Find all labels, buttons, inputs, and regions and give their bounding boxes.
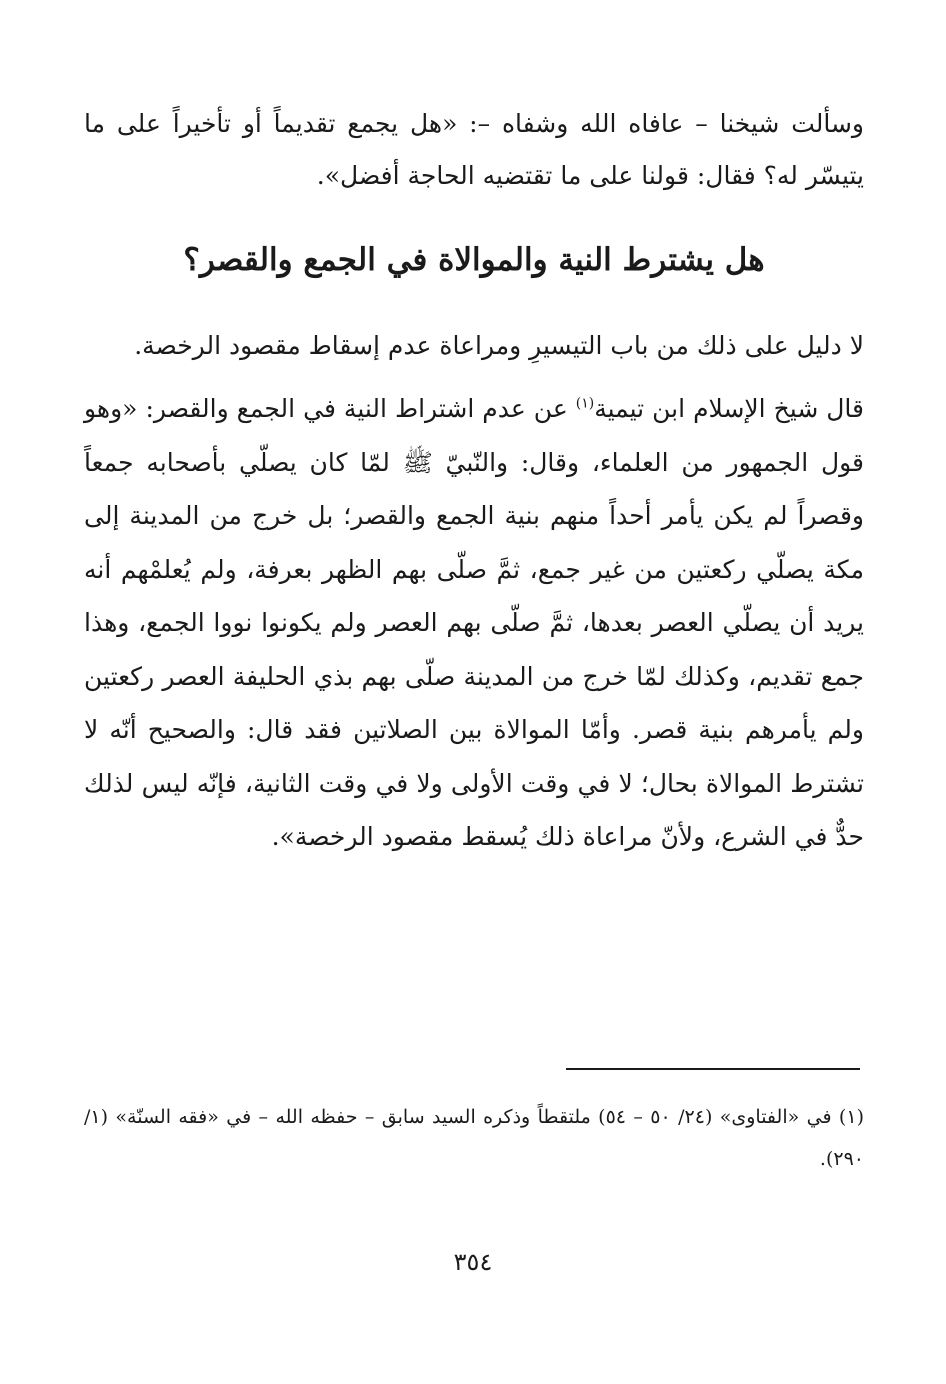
footnote: (١) في «الفتاوى» (٢٤/ ٥٠ – ٥٤) ملتقطاً وذكره السيد سابق – حفظه الله – في «فقه السنّة» (١/ ٢٩٠). xyxy=(84,1106,864,1170)
section-heading: هل يشترط النية والموالاة في الجمع والقصر؟ xyxy=(183,242,765,278)
footnote-separator xyxy=(566,1068,860,1070)
quote-body-text: عن عدم اشتراط النية في الجمع والقصر: «وهو قول الجمهور من العلماء، وقال: والنّبيّ ﷺ لمّا كان يصلّي بأصحابه جمعاً وقصراً لم يكن يأمر أحداً منهم بنية الجمع والقصر؛ بل خرج من المدينة إلى مكة يصلّي ركعتين من غير جمع، ثمَّ صلّى بهم الظهر بعرفة، ولم يُعلمْهم أنه يريد أن يصلّي العصر بعدها، ثمَّ صلّى بهم العصر ولم يكونوا نووا الجمع، وهذا جمع تقديم، وكذلك لمّا خرج من المدينة صلّى بهم بذي الحليفة العصر ركعتين ولم يأمرهم بنية قصر. وأمّا الموالاة بين الصلاتين فقد قال: والصحيح أنّه لا تشترط الموالاة بحال؛ لا في وقت الأولى ولا في وقت الثانية، فإنّه ليس لذلك حدٌّ في الشرع، ولأنّ مراعاة ذلك يُسقط مقصود الرخصة». xyxy=(84,394,864,851)
intro-paragraph xyxy=(84,98,864,202)
intro-text: وسألت شيخنا – عافاه الله وشفاه –: «هل يجمع تقديماً أو تأخيراً على ما يتيسّر له؟ فقال: قولنا على ما تقتضيه الحاجة أفضل». xyxy=(84,109,864,190)
paragraph-ibn-taymiyyah-quote xyxy=(84,382,864,864)
quote-intro-text: قال شيخ الإسلام ابن تيمية xyxy=(594,394,864,423)
paragraph-no-evidence-text: لا دليل على ذلك من باب التيسيرِ ومراعاة عدم إسقاط مقصود الرخصة. xyxy=(134,331,864,360)
paragraph-ibn-taymiyyah-text xyxy=(84,382,864,864)
footnote-reference[interactable]: (١) xyxy=(575,395,595,412)
page-number: ٣٥٤ xyxy=(453,1248,493,1276)
paragraph-no-evidence xyxy=(84,320,864,372)
